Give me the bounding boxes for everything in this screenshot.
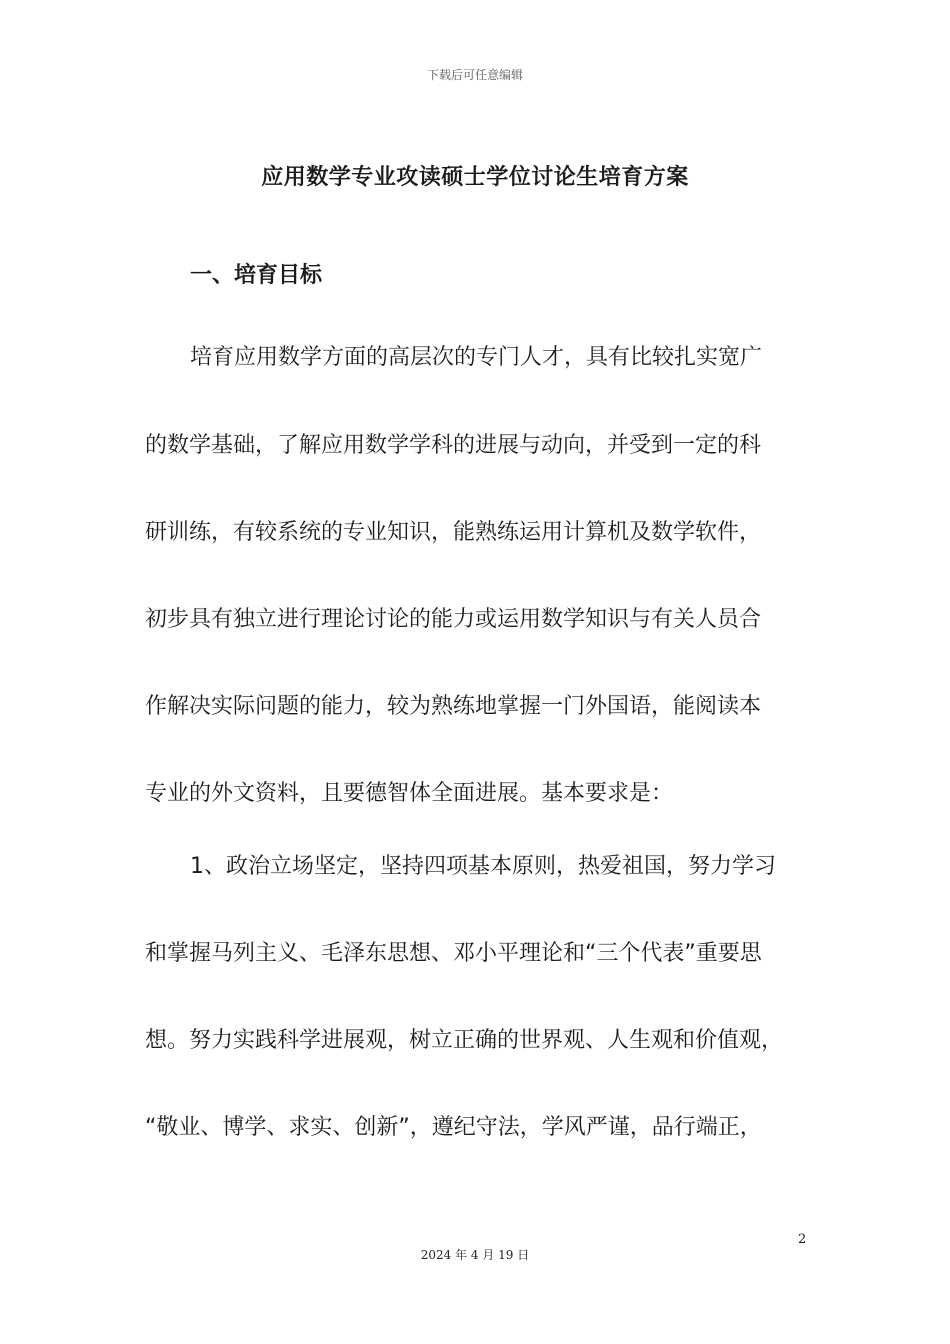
paragraph-line: 的数学基础，了解应用数学学科的进展与动向，并受到一定的科 (145, 433, 762, 458)
paragraph-line: 培育应用数学方面的高层次的专门人才，具有比较扎实宽广 (190, 345, 763, 370)
paragraph-line: 专业的外文资料，且要德智体全面进展。基本要求是： (145, 781, 674, 806)
header-note: 下载后可任意编辑 (426, 68, 523, 82)
paragraph-line: 想。努力实践科学进展观，树立正确的世界观、人生观和价值观， (145, 1028, 784, 1053)
paragraph-line: 作解决实际问题的能力，较为熟练地掌握一门外国语，能阅读本 (145, 694, 762, 719)
document-title: 应用数学专业攻读硕士学位讨论生培育方案 (261, 165, 689, 190)
paragraph-line: 和掌握马列主义、毛泽东思想、邓小平理论和“三个代表”重要思 (145, 941, 762, 966)
paragraph-line: “敬业、博学、求实、创新”，遵纪守法，学风严谨，品行端正， (145, 1115, 762, 1140)
page-number: 2 (798, 1232, 807, 1247)
paragraph-line: 初步具有独立进行理论讨论的能力或运用数学知识与有关人员合 (145, 607, 762, 632)
paragraph-line: 1、政治立场坚定，坚持四项基本原则，热爱祖国，努力学习 (190, 854, 776, 879)
footer-date: 2024 年 4 月 19 日 (420, 1248, 530, 1262)
section-heading: 一、培育目标 (190, 263, 323, 288)
paragraph-line: 研训练，有较系统的专业知识，能熟练运用计算机及数学软件， (145, 520, 762, 545)
